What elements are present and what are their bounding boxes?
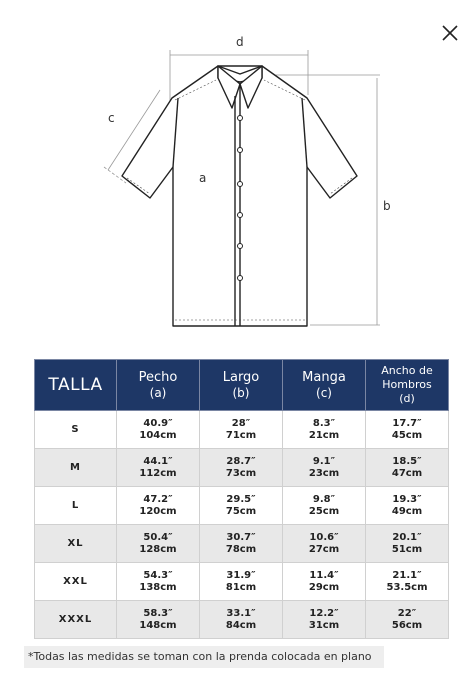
- manga-cell: [283, 525, 366, 563]
- hombros-cell: [366, 487, 449, 525]
- manga-cm: 27cm: [308, 543, 340, 555]
- pecho-cm: 148cm: [139, 619, 177, 631]
- header-pecho-sub: (a): [149, 385, 167, 400]
- manga-cell: [283, 563, 366, 601]
- pecho-in: 58.3″: [143, 607, 173, 619]
- size-cell: XXXL: [35, 601, 117, 639]
- pecho-cell: [117, 449, 200, 487]
- size-cell: M: [35, 449, 117, 487]
- pecho-cm: 120cm: [139, 505, 177, 517]
- manga-cell: [283, 487, 366, 525]
- pecho-cell: [117, 411, 200, 449]
- largo-cm: 84cm: [225, 619, 257, 631]
- header-talla: TALLA: [35, 360, 117, 411]
- largo-cm: 73cm: [225, 467, 257, 479]
- largo-cell: [200, 525, 283, 563]
- hombros-cm: 51cm: [391, 543, 423, 555]
- header-manga: [283, 360, 366, 411]
- hombros-in: 19.3″: [392, 493, 422, 505]
- largo-in: 30.7″: [226, 531, 256, 543]
- largo-cell: [200, 563, 283, 601]
- pecho-cell: [117, 563, 200, 601]
- pecho-cm: 128cm: [139, 543, 177, 555]
- manga-cell: [283, 601, 366, 639]
- largo-cell: [200, 411, 283, 449]
- manga-in: 10.6″: [309, 531, 339, 543]
- pecho-in: 44.1″: [143, 455, 173, 467]
- pecho-cm: 104cm: [139, 429, 177, 441]
- table-row: [35, 411, 449, 449]
- manga-cm: 21cm: [308, 429, 340, 441]
- header-pecho-label: Pecho: [138, 369, 178, 385]
- footnote: *Todas las medidas se toman con la prenda colocada en plano: [24, 646, 384, 668]
- header-hombros-line2: Hombros: [382, 378, 432, 391]
- size-cell: XL: [35, 525, 117, 563]
- hombros-cm: 53.5cm: [386, 581, 428, 593]
- manga-cm: 29cm: [308, 581, 340, 593]
- manga-in: 8.3″: [312, 417, 336, 429]
- header-hombros-line1: Ancho de: [381, 364, 433, 377]
- size-table: [34, 359, 449, 639]
- header-pecho: [117, 360, 200, 411]
- manga-cm: 25cm: [308, 505, 340, 517]
- largo-in: 28.7″: [226, 455, 256, 467]
- table-row: [35, 563, 449, 601]
- label-b: b: [383, 199, 391, 213]
- largo-cm: 78cm: [225, 543, 257, 555]
- header-hombros-sub: (d): [399, 392, 415, 405]
- largo-cm: 71cm: [225, 429, 257, 441]
- label-d: d: [236, 35, 244, 49]
- largo-in: 31.9″: [226, 569, 256, 581]
- pecho-cell: [117, 487, 200, 525]
- size-cell: S: [35, 411, 117, 449]
- shirt-diagram: [0, 0, 461, 345]
- pecho-in: 40.9″: [143, 417, 173, 429]
- hombros-cell: [366, 525, 449, 563]
- hombros-cm: 45cm: [391, 429, 423, 441]
- manga-in: 12.2″: [309, 607, 339, 619]
- largo-cell: [200, 487, 283, 525]
- header-largo: [200, 360, 283, 411]
- header-manga-label: Manga: [302, 369, 346, 385]
- header-manga-sub: (c): [316, 385, 332, 400]
- manga-cell: [283, 411, 366, 449]
- table-header-row: [35, 360, 449, 411]
- manga-in: 9.1″: [312, 455, 336, 467]
- pecho-in: 54.3″: [143, 569, 173, 581]
- hombros-in: 18.5″: [392, 455, 422, 467]
- pecho-in: 47.2″: [143, 493, 173, 505]
- largo-in: 33.1″: [226, 607, 256, 619]
- manga-cm: 23cm: [308, 467, 340, 479]
- hombros-cell: [366, 563, 449, 601]
- pecho-cm: 138cm: [139, 581, 177, 593]
- table-row: [35, 601, 449, 639]
- table-row: [35, 487, 449, 525]
- header-hombros: [366, 360, 449, 411]
- largo-cm: 81cm: [225, 581, 257, 593]
- manga-cm: 31cm: [308, 619, 340, 631]
- largo-cell: [200, 449, 283, 487]
- manga-in: 9.8″: [312, 493, 336, 505]
- hombros-in: 22″: [397, 607, 417, 619]
- manga-cell: [283, 449, 366, 487]
- header-largo-label: Largo: [222, 369, 260, 385]
- largo-in: 29.5″: [226, 493, 256, 505]
- label-a: a: [199, 171, 207, 185]
- hombros-cell: [366, 601, 449, 639]
- pecho-cell: [117, 525, 200, 563]
- pecho-in: 50.4″: [143, 531, 173, 543]
- manga-in: 11.4″: [309, 569, 339, 581]
- hombros-in: 20.1″: [392, 531, 422, 543]
- hombros-cm: 56cm: [391, 619, 423, 631]
- size-cell: L: [35, 487, 117, 525]
- hombros-cm: 49cm: [391, 505, 423, 517]
- header-largo-sub: (b): [232, 385, 250, 400]
- largo-cell: [200, 601, 283, 639]
- table-row: [35, 525, 449, 563]
- hombros-cell: [366, 449, 449, 487]
- pecho-cm: 112cm: [139, 467, 177, 479]
- hombros-in: 21.1″: [392, 569, 422, 581]
- largo-cm: 75cm: [225, 505, 257, 517]
- hombros-cm: 47cm: [391, 467, 423, 479]
- label-c: c: [108, 111, 115, 125]
- table-row: [35, 449, 449, 487]
- hombros-in: 17.7″: [392, 417, 422, 429]
- largo-in: 28″: [231, 417, 251, 429]
- hombros-cell: [366, 411, 449, 449]
- pecho-cell: [117, 601, 200, 639]
- size-cell: XXL: [35, 563, 117, 601]
